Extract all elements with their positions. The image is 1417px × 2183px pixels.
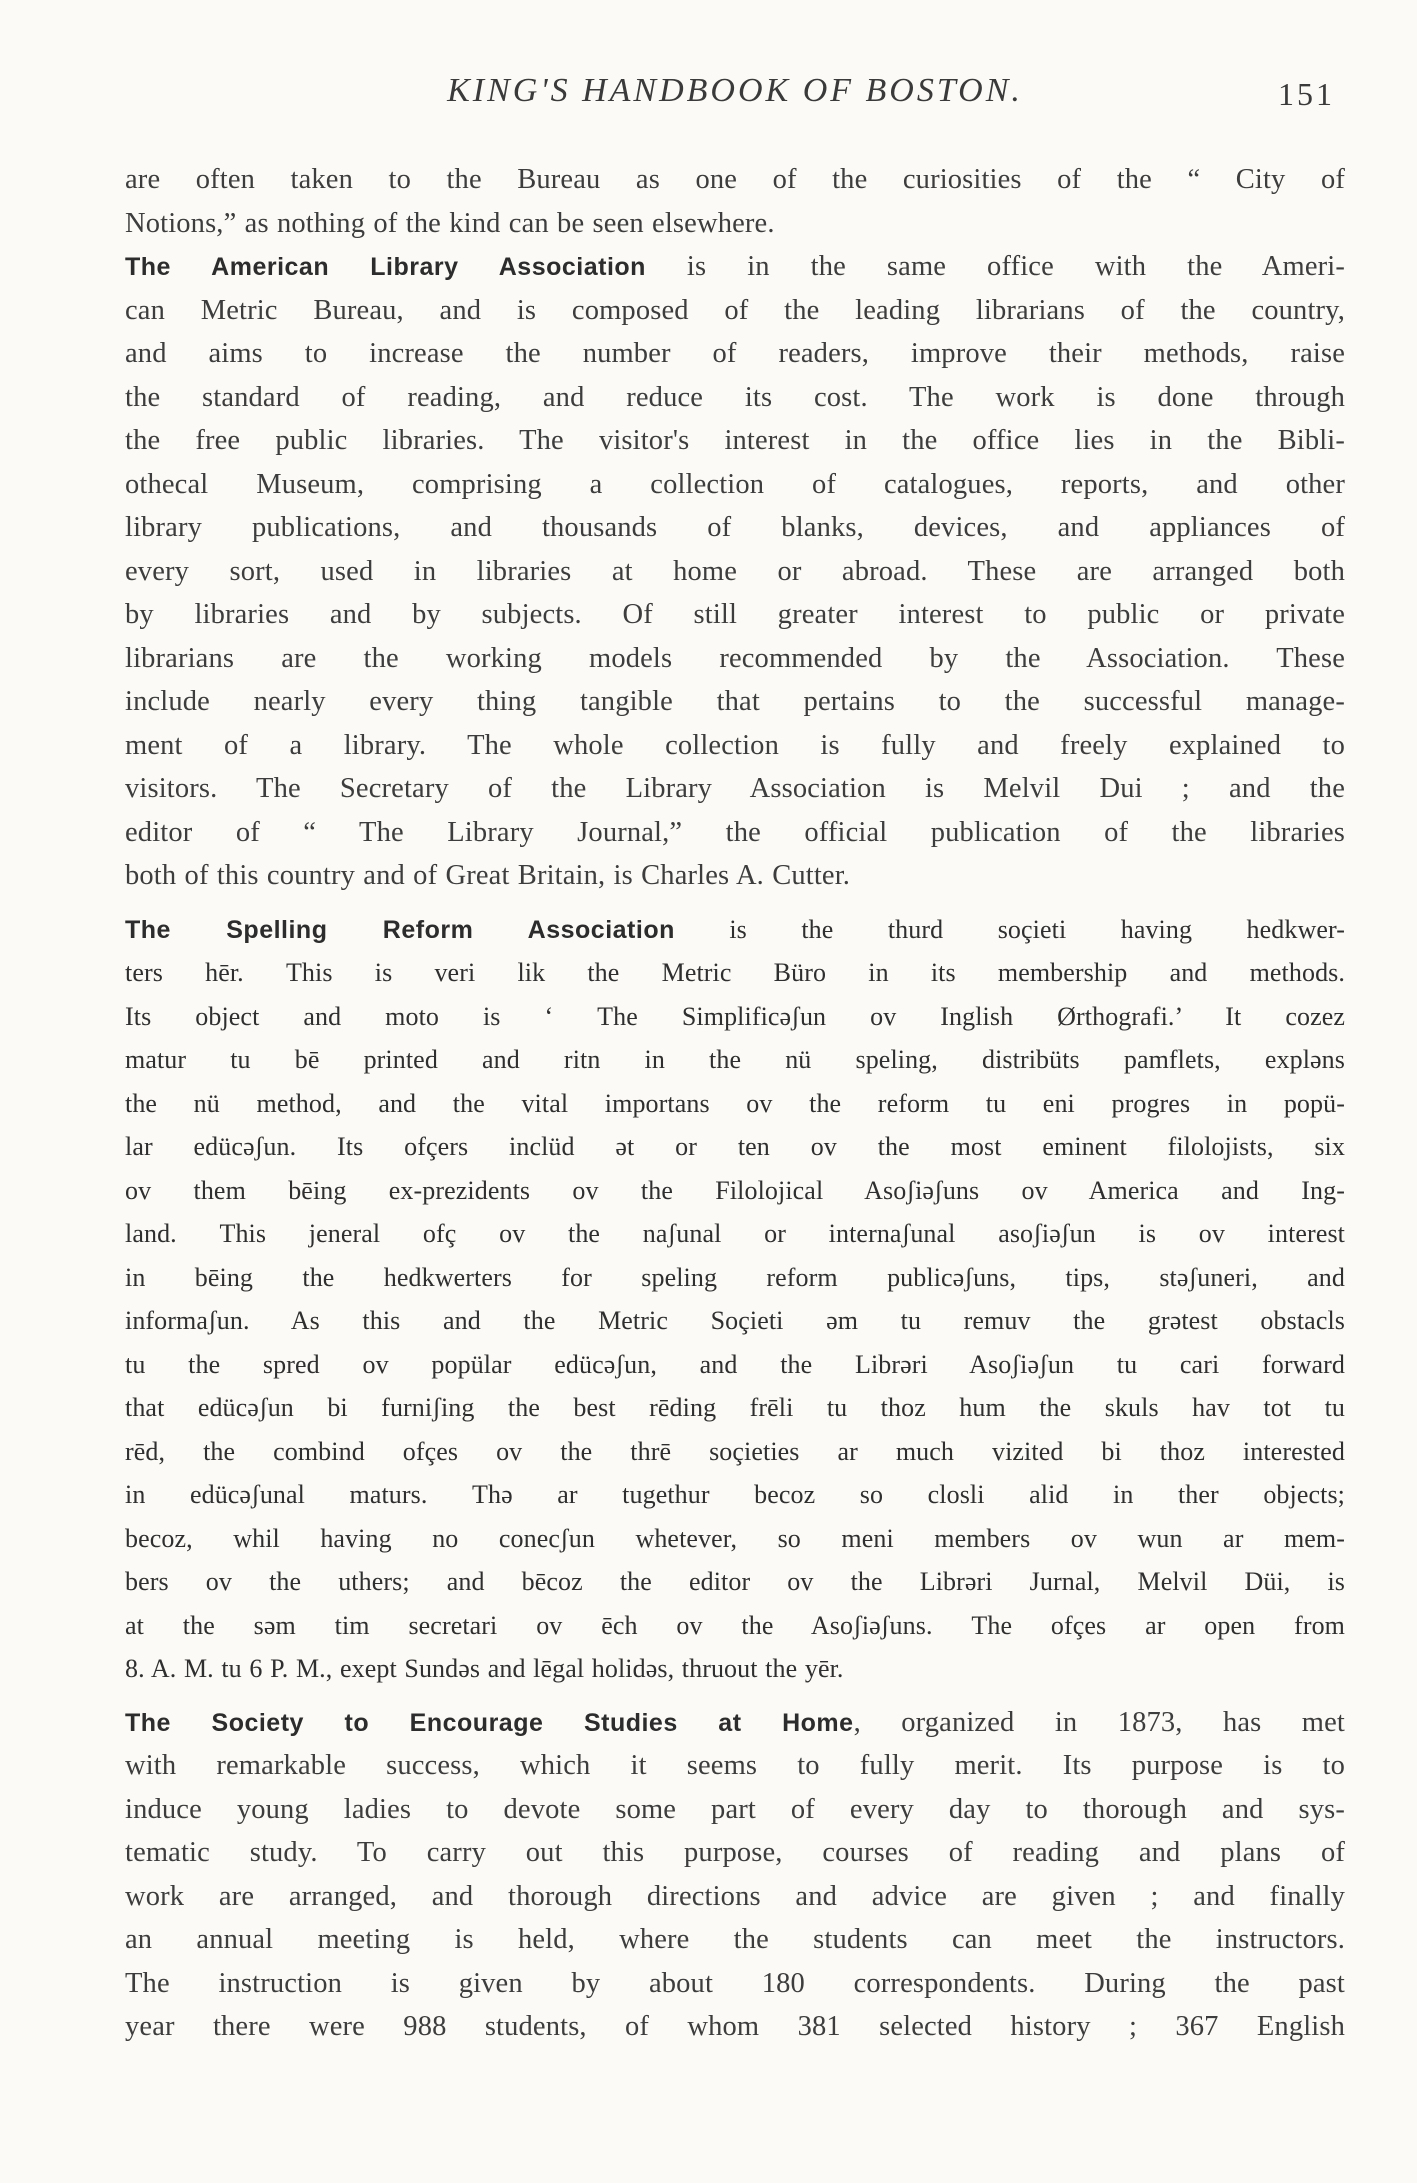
text-line: at the səm tim secretari ov ēch ov the Asoʃiəʃuns. Тhe ofçes ar open from [125,1610,1345,1640]
running-head [125,72,1345,136]
text-line: tematic study. To carry out this purpose, courses of reading and plans of [125,1837,1345,1868]
text-fragment: , organized in 1873, has met [853,1706,1345,1738]
text-line: ters hēr. Тhis is veri lik the Metric Büro in its membership and methods. [125,958,1345,987]
paragraph-lead: The Society to Encourage Studies at Home [125,1708,854,1737]
text-line: are often taken to the Bureau as one of the curiosities of the “ City of [125,164,1345,195]
text-line: year there were 988 students, of whom 381 selected history ; 367 English [125,2011,1345,2042]
book-page [125,72,1345,2152]
text-line: editor of “ The Library Journal,” the official publication of the libraries [125,816,1345,848]
paragraph-lead: The American Library Association [125,253,646,281]
text-line: becoz, whil having no conecʃun whetever, so meni members ov wun ar mem- [125,1523,1345,1553]
text-line: library publications, and thousands of blanks, devices, and appliances of [125,512,1345,543]
text-line: by libraries and by subjects. Of still greater interest to public or private [125,599,1345,630]
paragraph-opening-line [125,245,1345,289]
text-line: tu the spred ov popülar edücəʃun, and the Librəri Asoʃiəʃun tu cari forward [125,1349,1345,1379]
text-line: the free public libraries. The visitor's interest in the office lies in the Bibli- [125,425,1345,456]
text-line: rēd, the combind ofçes ov the thrē soçieties ar much vizited bi thoz interested [125,1436,1345,1466]
text-line: the standard of reading, and reduce its cost. The work is done through [125,381,1345,413]
text-line: with remarkable success, which it seems to fully merit. Its purpose is to [125,1750,1345,1781]
text-line: induce young ladies to devote some part of every day to thorough and sys- [125,1793,1345,1825]
text-line: every sort, used in libraries at home or abroad. These are arranged both [125,555,1345,587]
text-line: the nü method, and the vital importans ov the reform tu eni progres in popü- [125,1088,1345,1118]
text-line: in bēing the hedkwerters for speling reform publicəʃuns, tips, stəʃuneri, and [125,1262,1345,1292]
text-fragment: is in the same office with the Ameri- [645,251,1345,282]
paragraph-opening-line [125,1701,1345,1745]
running-title: KING'S HANDBOOK OF BOSTON. [447,72,1023,109]
text-fragment: is the thurd soçieti having hedkwer- [674,914,1345,944]
text-line: othecal Museum, comprising a collection of catalogues, reports, and other [125,468,1345,500]
text-line: Notions,” as nothing of the kind can be seen elsewhere. [125,207,775,239]
text-line: bers ov the uthers; and bēcoz the editor ov the Librəri Jurnal, Melvil Düi, is [125,1567,1345,1596]
text-line: both of this country and of Great Britain, is Charles A. Cutter. [125,860,851,891]
text-line: matur tu bē printed and ritn in the nü speling, distribüts pamflets, expləns [125,1045,1345,1074]
text-line: visitors. The Secretary of the Library Association is Melvil Dui ; and the [125,773,1345,804]
reformed-spelling-paragraph [125,908,1345,1691]
text-line: 8. A. M. tu 6 P. M., exept Sundəs and lēgal holidəs, thruout the yēr. [125,1654,844,1683]
text-line: in edücəʃunal maturs. Тhə ar tugethur becoz so closli alid in ther objects; [125,1480,1345,1509]
body-text [125,158,1345,2049]
paragraph-lead: The Spelling Reform Association [125,915,675,944]
text-line: include nearly every thing tangible that pertains to the successful manage- [125,686,1345,717]
text-line: land. Тhis jeneral ofç ov the naʃunal or internaʃunal asoʃiəʃun is ov interest [125,1219,1345,1248]
text-line: informaʃun. As this and the Metric Soçieti əm tu remuv the grətest obstacls [125,1306,1345,1335]
text-line: can Metric Bureau, and is composed of the leading librarians of the country, [125,294,1345,326]
text-line: ment of a library. The whole collection is fully and freely explained to [125,729,1345,761]
text-line: lar edücəʃun. Its ofçers inclüd ət or ten ov the most eminent filolojists, six [125,1132,1345,1161]
text-line: work are arranged, and thorough directions and advice are given ; and finally [125,1880,1345,1912]
text-line: The instruction is given by about 180 correspondents. During the past [125,1967,1345,1999]
paragraph-opening-line [125,908,1345,952]
text-line: librarians are the working models recommended by the Association. These [125,642,1345,674]
text-line: ov them bēing ex-prezidents ov the Filolojical Asoʃiəʃuns ov America and Ing- [125,1175,1345,1205]
text-line: that edücəʃun bi furniʃing the best rēding frēli tu thoz hum the skuls hav tot tu [125,1393,1345,1422]
text-line: Its object and moto is ‘ Тhe Simplificəʃun ov Inglish Ørthografi.’ It cozez [125,1001,1345,1031]
text-line: and aims to increase the number of readers, improve their methods, raise [125,338,1345,369]
page-number: 151 [1278,76,1335,112]
text-line: an annual meeting is held, where the students can meet the instructors. [125,1924,1345,1955]
